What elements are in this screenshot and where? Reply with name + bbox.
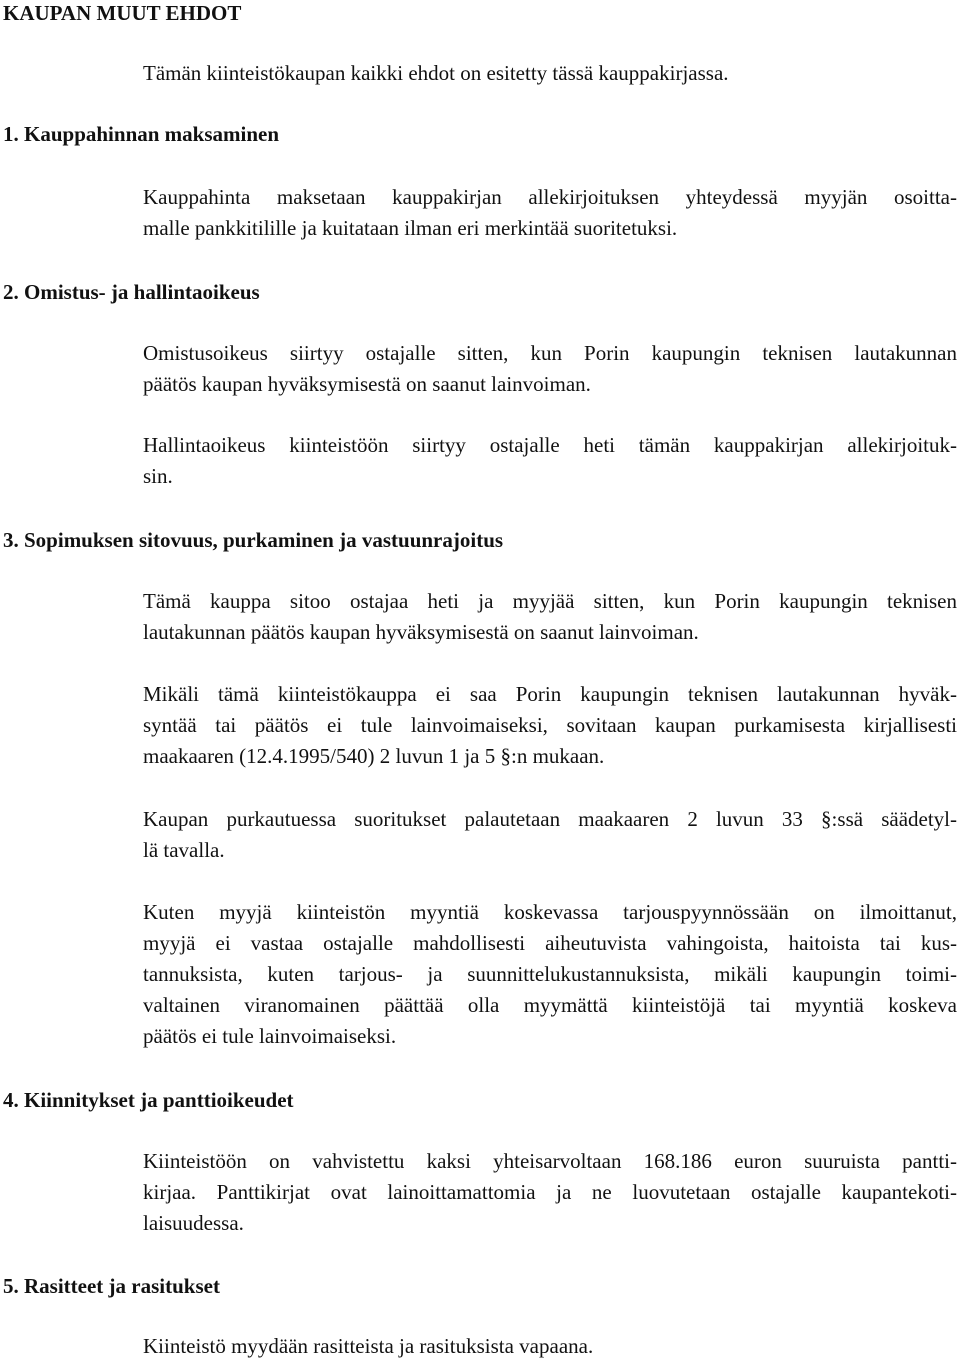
paragraph-line: sin. (143, 464, 173, 488)
paragraph-4-1 (143, 1146, 957, 1239)
paragraph-line: päätös ei tule lainvoimaiseksi. (143, 1024, 397, 1048)
section-number: 3. (3, 528, 19, 552)
paragraph-2-2 (143, 430, 957, 492)
paragraph-line: valtainen viranomainen päättää olla myymättä kiinteistöjä tai myyntiä koskeva (143, 993, 957, 1017)
paragraph-line: Hallintaoikeus kiinteistöön siirtyy ostajalle heti tämän kauppakirjan allekirjoituk- (143, 433, 957, 457)
section-title: Rasitteet ja rasitukset (24, 1274, 220, 1298)
paragraph-line: lautakunnan päätös kaupan hyväksymisestä on saanut lainvoiman. (143, 620, 699, 644)
paragraph-line: malle pankkitilille ja kuitataan ilman eri merkintää suoritetuksi. (143, 216, 678, 240)
paragraph-line: syntää tai päätös ei tule lainvoimaiseksi, sovitaan kaupan purkamisesta kirjallisesti (143, 713, 957, 737)
section-heading-1 (3, 122, 279, 146)
section-title: Omistus- ja hallintaoikeus (24, 280, 260, 304)
intro-line: Tämän kiinteistökaupan kaikki ehdot on esitetty tässä kauppakirjassa. (143, 61, 729, 85)
section-heading-5 (3, 1274, 220, 1298)
paragraph-5-1 (143, 1331, 957, 1362)
paragraph-line: Kuten myyjä kiinteistön myyntiä koskevassa tarjouspyynnössään on ilmoittanut, (143, 900, 957, 924)
section-number: 4. (3, 1088, 19, 1112)
paragraph-3-1 (143, 586, 957, 648)
paragraph-line: laisuudessa. (143, 1211, 244, 1235)
intro-paragraph (143, 58, 957, 89)
document-title: KAUPAN MUUT EHDOT (3, 1, 242, 25)
section-title: Kiinnitykset ja panttioikeudet (24, 1088, 294, 1112)
paragraph-line: Tämä kauppa sitoo ostajaa heti ja myyjää sitten, kun Porin kaupungin teknisen (143, 589, 957, 613)
paragraph-line: Kiinteistö myydään rasitteista ja rasituksista vapaana. (143, 1334, 594, 1358)
paragraph-1-1 (143, 182, 957, 244)
section-number: 1. (3, 122, 19, 146)
paragraph-line: lä tavalla. (143, 838, 225, 862)
paragraph-2-1 (143, 338, 957, 400)
section-title: Sopimuksen sitovuus, purkaminen ja vastuunrajoitus (24, 528, 504, 552)
section-number: 5. (3, 1274, 19, 1298)
paragraph-line: Kaupan purkautuessa suoritukset palautetaan maakaaren 2 luvun 33 §:ssä säädetyl- (143, 807, 957, 831)
paragraph-line: päätös kaupan hyväksymisestä on saanut lainvoiman. (143, 372, 591, 396)
paragraph-line: Omistusoikeus siirtyy ostajalle sitten, kun Porin kaupungin teknisen lautakunnan (143, 341, 957, 365)
paragraph-3-4 (143, 897, 957, 1052)
paragraph-3-3 (143, 804, 957, 866)
paragraph-3-2 (143, 679, 957, 772)
paragraph-line: Mikäli tämä kiinteistökauppa ei saa Porin kaupungin teknisen lautakunnan hyväk- (143, 682, 957, 706)
section-title: Kauppahinnan maksaminen (24, 122, 280, 146)
paragraph-line: maakaaren (12.4.1995/540) 2 luvun 1 ja 5 §:n mukaan. (143, 744, 605, 768)
paragraph-line: myyjä ei vastaa ostajalle mahdollisesti aiheutuvista vahingoista, haitoista tai kus- (143, 931, 957, 955)
paragraph-line: Kauppahinta maksetaan kauppakirjan allekirjoituksen yhteydessä myyjän osoitta- (143, 185, 957, 209)
paragraph-line: tannuksista, kuten tarjous- ja suunnittelukustannuksista, mikäli kaupungin toimi- (143, 962, 957, 986)
paragraph-line: kirjaa. Panttikirjat ovat lainoittamattomia ja ne luovutetaan ostajalle kaupantekoti- (143, 1180, 957, 1204)
section-heading-2 (3, 280, 260, 304)
section-heading-4 (3, 1088, 294, 1112)
paragraph-line: Kiinteistöön on vahvistettu kaksi yhteisarvoltaan 168.186 euron suuruista pantti- (143, 1149, 957, 1173)
section-number: 2. (3, 280, 19, 304)
section-heading-3 (3, 528, 503, 552)
